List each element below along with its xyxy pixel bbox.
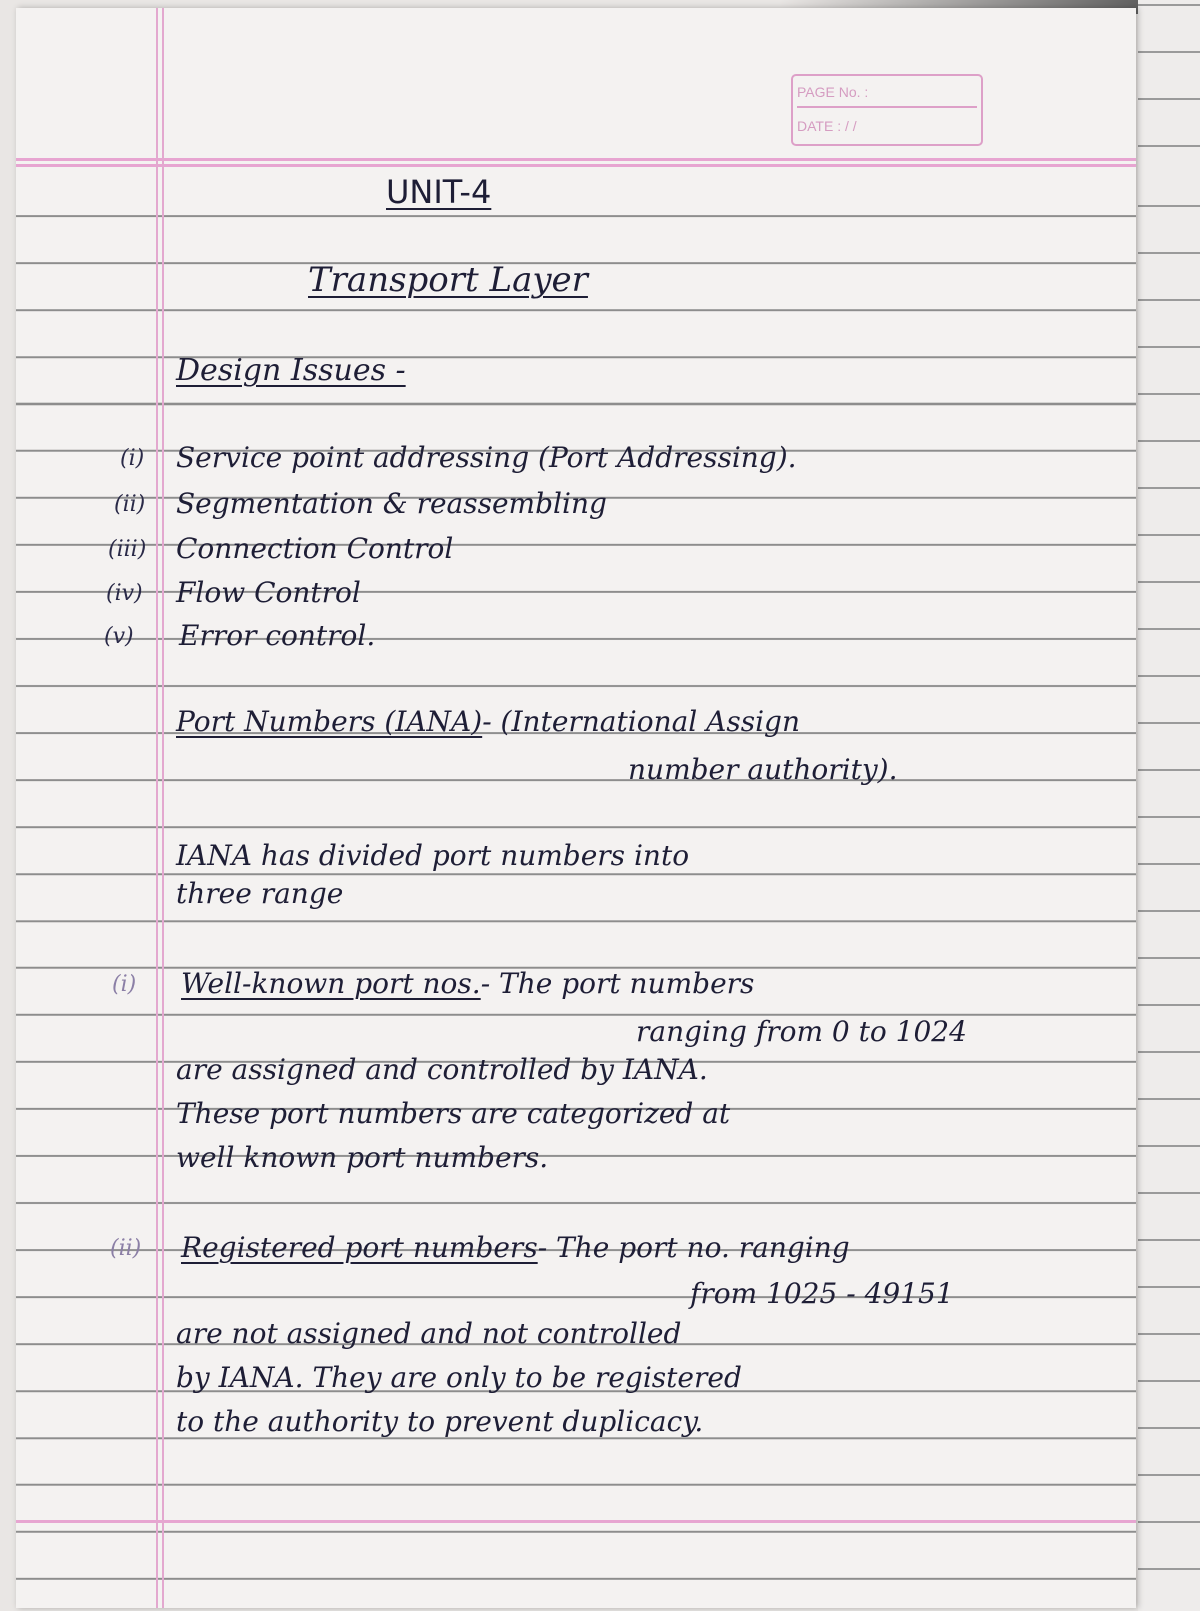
header-margin-rule-2 bbox=[16, 164, 1136, 167]
registered-heading: Registered port numbers bbox=[181, 1231, 538, 1264]
item-marker: (i) bbox=[112, 972, 137, 997]
iana-intro-line: three range bbox=[176, 877, 344, 910]
well-known-heading-line bbox=[181, 967, 755, 1000]
iana-intro-line: IANA has divided port numbers into bbox=[176, 839, 690, 872]
header-margin-rule bbox=[16, 158, 1136, 161]
item-marker: (i) bbox=[120, 446, 145, 471]
item-marker: (ii) bbox=[114, 492, 146, 517]
unit-heading: UNIT-4 bbox=[386, 173, 492, 211]
page-number-label: PAGE No. : bbox=[797, 84, 977, 108]
registered-text: from 1025 - 49151 bbox=[690, 1277, 954, 1310]
port-numbers-heading: Port Numbers (IANA) bbox=[176, 705, 483, 738]
well-known-text: are assigned and controlled by IANA. bbox=[176, 1053, 708, 1086]
iana-expansion-start: - (International Assign bbox=[482, 705, 801, 738]
date-label: DATE : / / bbox=[797, 118, 857, 134]
design-issue-item: Error control. bbox=[179, 619, 376, 652]
notebook-page bbox=[16, 8, 1136, 1608]
page-date-stamp bbox=[791, 74, 983, 146]
page-title: Transport Layer bbox=[308, 260, 588, 300]
well-known-text: These port numbers are categorized at bbox=[176, 1097, 731, 1130]
registered-text: - The port no. ranging bbox=[537, 1231, 850, 1264]
design-issue-item: Service point addressing (Port Addressing). bbox=[176, 441, 797, 474]
item-marker: (ii) bbox=[110, 1236, 142, 1261]
well-known-text: ranging from 0 to 1024 bbox=[636, 1015, 967, 1048]
adjacent-page-edge bbox=[1138, 0, 1200, 1611]
left-margin-line-2 bbox=[162, 8, 164, 1608]
item-marker: (v) bbox=[104, 624, 134, 649]
design-issue-item: Connection Control bbox=[176, 532, 454, 565]
registered-text: by IANA. They are only to be registered bbox=[176, 1361, 742, 1394]
well-known-heading: Well-known port nos. bbox=[181, 967, 481, 1000]
footer-margin-rule bbox=[16, 1520, 1136, 1523]
registered-text: to the authority to prevent duplicacy. bbox=[176, 1405, 704, 1438]
port-numbers-heading-line bbox=[176, 705, 801, 738]
well-known-text: well known port numbers. bbox=[176, 1141, 549, 1174]
well-known-text: - The port numbers bbox=[480, 967, 755, 1000]
left-margin-line bbox=[156, 8, 158, 1608]
iana-expansion-end: number authority). bbox=[628, 753, 898, 786]
item-marker: (iii) bbox=[108, 537, 147, 562]
design-issue-item: Flow Control bbox=[176, 576, 361, 609]
item-marker: (iv) bbox=[106, 581, 143, 606]
design-issues-heading: Design Issues - bbox=[176, 353, 406, 388]
registered-text: are not assigned and not controlled bbox=[176, 1317, 682, 1350]
design-issue-item: Segmentation & reassembling bbox=[176, 487, 607, 520]
registered-heading-line bbox=[181, 1231, 850, 1264]
